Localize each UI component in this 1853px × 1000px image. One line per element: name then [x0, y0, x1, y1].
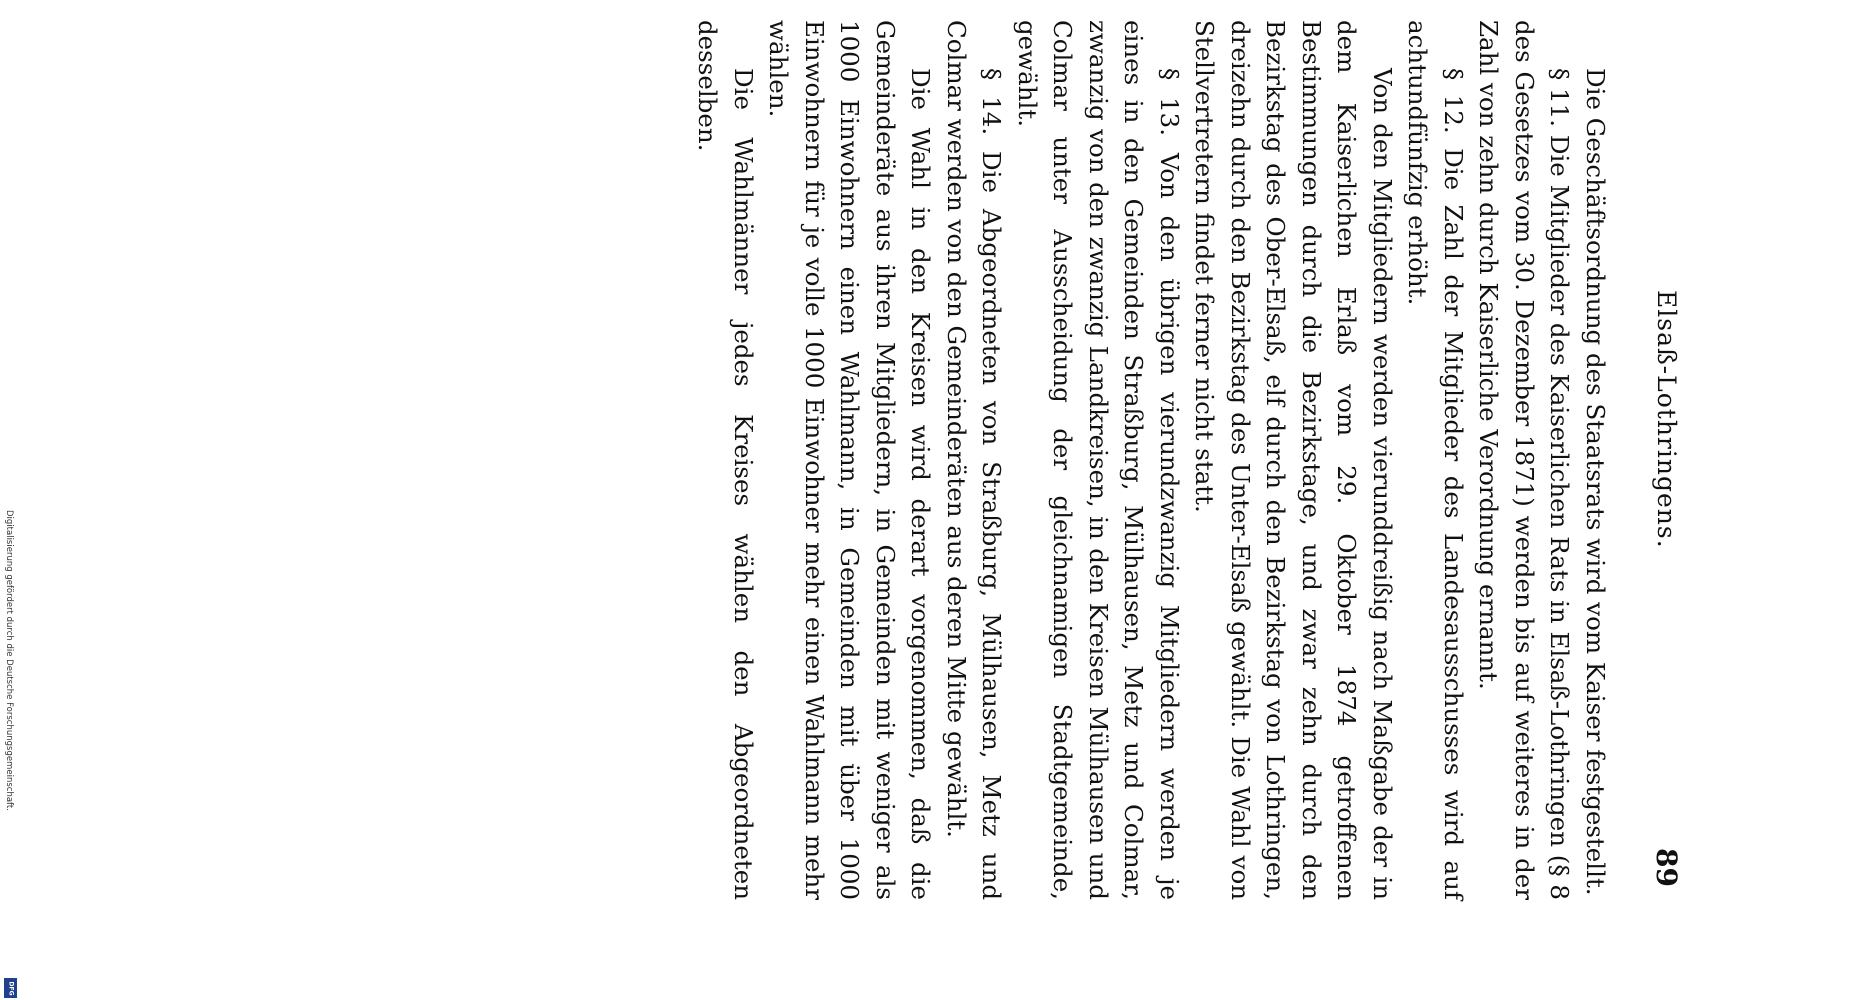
paragraph-section-12-members: Von den Mitgliedern werden vierunddreißig nach Maßgabe der in dem Kaiserlichen Erlaß vom 29. Oktober 1874 getroffenen Bestimmungen durch die Bezirkstage, und zwar zehn durch den Bezirkstag des Ober-Elsaß, elf durch den Bezirkstag von Lothringen, dreizehn durch den Bezirkstag des Unter-Elsaß gewählt. Die Wahl von Stellvertretern findet ferner nicht statt. [1190, 20, 1397, 900]
paragraph-section-14-kreise: Die Wahl in den Kreisen wird derart vorgenommen, daß die Gemeinderäte aus ihren Mitgliedern, in Gemeinden mit weniger als 1000 Einwohnern einen Wahlmann, in Gemeinden mit über 1000 Einwohnern für je volle 1000 Einwohner mehr einen Wahlmann mehr wählen. [764, 20, 936, 900]
digitization-credit-strip [0, 0, 18, 1000]
paragraph-section-12: § 12. Die Zahl der Mitglieder des Landesausschusses wird auf achtundfünfzig erhöht. [1403, 20, 1468, 900]
page-header [1643, 20, 1683, 900]
paragraph-section-14: § 14. Die Abgeordneten von Straßburg, Mülhausen, Metz und Colmar werden von den Gemeinderäten aus deren Mitte gewählt. [942, 20, 1007, 900]
paragraph-section-13: § 13. Von den übrigen vierundzwanzig Mitgliedern werden je eines in den Gemeinden Straßburg, Mülhausen, Metz und Colmar, zwanzig von den zwanzig Landkreisen, in den Kreisen Mülhausen und Colmar unter Ausscheidung der gleichnamigen Stadtgemeinde, gewählt. [1013, 20, 1184, 900]
paragraph-section-11: § 11. Die Mitglieder des Kaiserlichen Rats in Elsaß-Lothringen (§ 8 des Gesetzes vom 30. Dezember 1871) werden bis auf weiteres in der Zahl von zehn durch Kaiserliche Verordnung ernannt. [1474, 20, 1575, 900]
page-number: 89 [1650, 848, 1683, 887]
page-body [690, 20, 1613, 900]
paragraph-section-14-wahlmaenner: Die Wahlmänner jedes Kreises wählen den Abgeordneten desselben. [693, 20, 758, 900]
paragraph-staatsrat-geschaeftsordnung: Die Geschäftsordnung des Staatsrats wird vom Kaiser festgestellt. [1581, 68, 1610, 896]
scanned-page [183, 20, 1683, 900]
digitization-credit-text: Digitalisierung gefördert durch die Deutsche Forschungsgemeinschaft. [4, 510, 14, 811]
dfg-logo-label: DFG [7, 980, 15, 996]
dfg-logo-icon [4, 978, 17, 998]
running-title: Elsaß-Lothringens. [1652, 290, 1681, 549]
